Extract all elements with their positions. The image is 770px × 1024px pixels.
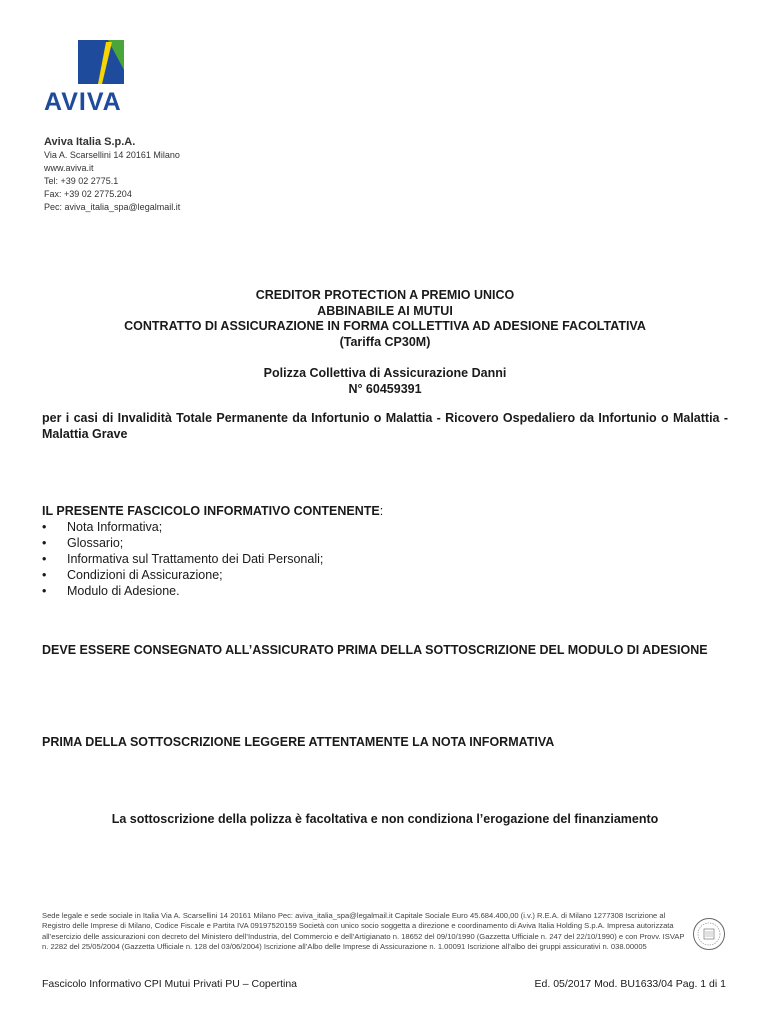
policy-number: N° 60459391 <box>348 381 422 396</box>
document-title <box>40 288 730 397</box>
company-address: Via A. Scarsellini 14 20161 Milano <box>44 150 180 160</box>
list-item-text: Nota Informativa; <box>67 520 163 534</box>
contents-section <box>42 503 728 599</box>
legal-footer-text: Sede legale e sede sociale in Italia Via A. Scarsellini 14 20161 Milano Pec: aviva_italia_spa@legalmail.it Capitale Sociale Euro 45.684.400,00 (i.v.) R.E.A. di Milano 1277308 Iscrizione al Registro delle Imprese di Milano, Codice Fiscale e Partita IVA 09197520159 Società con unico socio soggetta a direzione e coordinamento di Aviva Italia Holding S.p.A. Impresa autorizzata all’esercizio delle assicurazioni con decreto del Ministero dell’Industria, del Commercio e dell’Artigianato n. 18652 del 09/10/1990 (Gazzetta Ufficiale n. 247 del 22/10/1990) e con Provv. ISVAP n. 2282 del 25/05/2004 (Gazzetta Ufficiale n. 128 del 03/06/2004) Iscrizione all’Albo delle Imprese di Assicurazione n. 1.00091 Iscrizione all’albo dei gruppi assicurativi n. 038.00005 <box>42 911 685 951</box>
list-item <box>42 551 728 567</box>
list-item-text: Glossario; <box>67 536 124 550</box>
bullet-icon: • <box>42 568 47 582</box>
company-address-block <box>44 135 180 214</box>
aviva-wordmark: AVIVA <box>44 88 122 116</box>
bullet-icon: • <box>42 520 47 534</box>
list-item-text: Condizioni di Assicurazione; <box>67 568 223 582</box>
title-spacer <box>40 350 730 366</box>
contents-heading-text: IL PRESENTE FASCICOLO INFORMATIVO CONTENENTE <box>42 504 380 518</box>
company-fax: Fax: +39 02 2775.204 <box>44 189 132 199</box>
company-website: www.aviva.it <box>44 163 94 173</box>
bullet-icon: • <box>42 552 47 566</box>
contents-heading-colon: : <box>379 504 384 518</box>
bullet-icon: • <box>42 584 47 598</box>
list-item <box>42 567 728 583</box>
contents-heading <box>42 503 728 519</box>
notary-seal-icon <box>692 917 726 951</box>
title-line: CONTRATTO DI ASSICURAZIONE IN FORMA COLLETTIVA AD ADESIONE FACOLTATIVA <box>124 319 646 333</box>
aviva-logo-mark-icon <box>78 40 124 84</box>
policy-type: Polizza Collettiva di Assicurazione Danni <box>263 366 507 380</box>
optional-notice: La sottoscrizione della polizza è facoltativa e non condiziona l’erogazione del finanziamento <box>111 812 659 826</box>
list-item <box>42 583 728 599</box>
coverage-description: per i casi di Invalidità Totale Permanente da Infortunio o Malattia - Ricovero Ospedaliero da Infortunio o Malattia - Malattia Grave <box>42 411 728 441</box>
footer-document-name: Fascicolo Informativo CPI Mutui Privati PU – Copertina <box>42 978 298 990</box>
aviva-logo <box>44 40 156 116</box>
read-notice: PRIMA DELLA SOTTOSCRIZIONE LEGGERE ATTENTAMENTE LA NOTA INFORMATIVA <box>42 735 555 749</box>
company-phone: Tel: +39 02 2775.1 <box>44 176 119 186</box>
contents-list <box>42 519 728 599</box>
company-name: Aviva Italia S.p.A. <box>44 136 136 148</box>
tariff-code: (Tariffa CP30M) <box>339 334 431 349</box>
title-line: CREDITOR PROTECTION A PREMIO UNICO <box>255 288 515 302</box>
delivery-notice: DEVE ESSERE CONSEGNATO ALL’ASSICURATO PRIMA DELLA SOTTOSCRIZIONE DEL MODULO DI ADESIONE <box>42 643 708 657</box>
list-item-text: Informativa sul Trattamento dei Dati Personali; <box>67 552 324 566</box>
company-pec: Pec: aviva_italia_spa@legalmail.it <box>44 202 181 212</box>
bullet-icon: • <box>42 536 47 550</box>
list-item-text: Modulo di Adesione. <box>67 584 180 598</box>
list-item <box>42 535 728 551</box>
list-item <box>42 519 728 535</box>
title-line: ABBINABILE AI MUTUI <box>317 303 453 318</box>
footer-edition-page: Ed. 05/2017 Mod. BU1633/04 Pag. 1 di 1 <box>534 978 726 990</box>
